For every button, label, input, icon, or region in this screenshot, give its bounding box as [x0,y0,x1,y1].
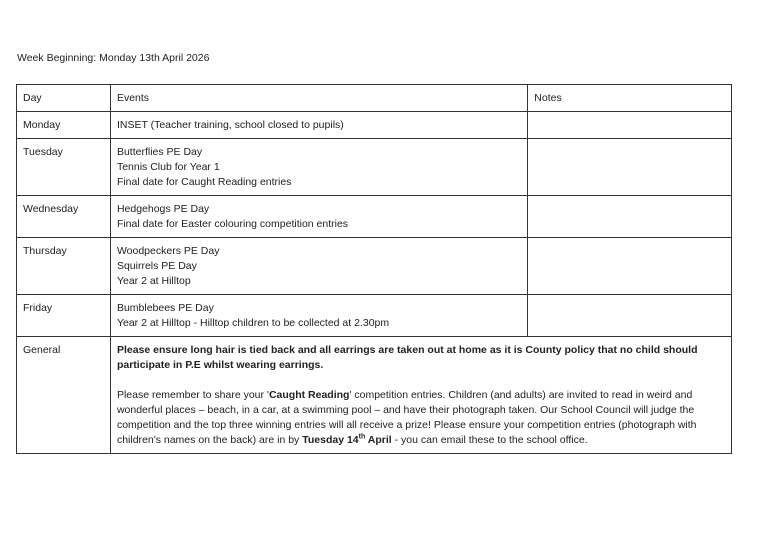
table-row-tuesday [17,139,732,196]
event-item: INSET (Teacher training, school closed to pupils) [116,119,344,131]
table-row-thursday [17,238,732,295]
table-row-monday [17,112,732,139]
table-row-general [17,337,732,454]
day-cell: Wednesday [17,196,111,238]
event-item: Year 2 at Hilltop [116,275,191,287]
day-cell: Thursday [17,238,111,295]
events-cell [110,139,527,196]
table-row-wednesday [17,196,732,238]
deadline-month: April [365,434,392,446]
notes-cell [528,112,732,139]
day-cell: Tuesday [17,139,111,196]
event-item: Hedgehogs PE Day [116,203,210,215]
paragraph-gap [117,373,725,388]
event-item: Butterflies PE Day [116,146,203,158]
table-header-row [17,85,732,112]
events-cell [110,196,527,238]
notes-cell [528,238,732,295]
event-item: Woodpeckers PE Day [116,245,220,257]
event-item: Tennis Club for Year 1 [116,161,220,173]
weekly-schedule-table [16,84,732,454]
week-beginning-heading: Week Beginning: Monday 13th April 2026 [17,52,210,64]
deadline-suffix: th [358,433,366,441]
table-row-friday [17,295,732,337]
column-header-day: Day [17,85,111,112]
column-header-notes: Notes [528,85,732,112]
notes-cell [528,139,732,196]
day-cell: General [17,337,111,454]
events-cell [110,295,527,337]
notice-body: ' competition entries. Children (and adults) are invited to read in weird and wonderful places – beach, in a car, at a swimming pool – and have their photograph taken. Our School Council will judge the competition and the top three winning entries will all receive a prize! Please ensure your competition entries (photograph with children's names on the back) are in by [116,389,697,446]
deadline-date [302,434,391,446]
day-cell: Monday [17,112,111,139]
event-item: Bumblebees PE Day [116,302,214,314]
notes-cell [528,295,732,337]
events-cell [110,112,527,139]
general-notice-cell [110,337,731,454]
event-item: Squirrels PE Day [116,260,197,272]
earrings-policy-notice: Please ensure long hair is tied back and all earrings are taken out at home as it is County policy that no child should participate in P.E whilst wearing earrings. [116,344,698,371]
notice-intro: Please remember to share your ' [116,389,269,401]
deadline-day: Tuesday 14 [302,434,359,446]
event-item: Year 2 at Hilltop - Hilltop children to be collected at 2.30pm [116,317,390,329]
events-cell [110,238,527,295]
notice-closing: - you can email these to the school office. [391,434,588,446]
event-item: Final date for Caught Reading entries [116,176,292,188]
caught-reading-highlight: Caught Reading [268,389,350,401]
day-cell: Friday [17,295,111,337]
column-header-events: Events [110,85,527,112]
notes-cell [528,196,732,238]
event-item: Final date for Easter colouring competition entries [116,218,349,230]
caught-reading-notice [117,388,725,448]
